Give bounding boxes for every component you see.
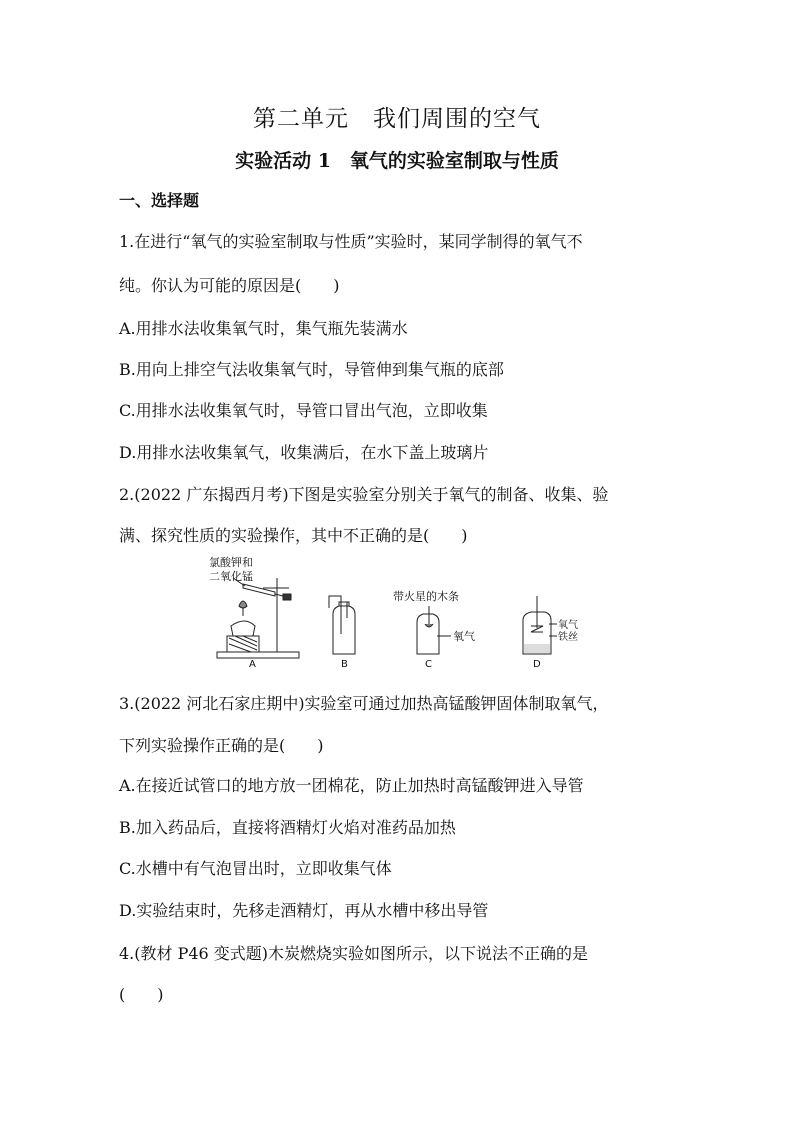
section-heading: 一、选择题 [119,191,200,210]
panel-c-bottle [417,606,451,654]
panel-a-apparatus [217,578,299,658]
question-3-option-a: A.在接近试管口的地方放一团棉花，防止加热时高锰酸钾进入导管 [119,776,584,795]
question-1-line-2: 纯。你认为可能的原因是( ) [119,276,340,295]
question-2-line-2: 满、探究性质的实验操作，其中不正确的是( ) [119,526,468,545]
unit-title: 第二单元 我们周围的空气 [253,106,541,132]
question-1-option-b: B.用向上排空气法收集氧气时，导管伸到集气瓶的底部 [119,360,504,379]
question-1-line-1: 1.在进行“氧气的实验室制取与性质”实验时，某同学制得的氧气不 [119,232,583,251]
activity-title: 实验活动 1 氧气的实验室制取与性质 [235,150,559,172]
label-reagent-2: 二氧化锰 [209,570,253,583]
panel-label-c: C [425,659,432,670]
panel-b-bottle [329,596,355,654]
panel-label-a: A [249,659,256,670]
question-1-option-d: D.用排水法收集氧气，收集满后，在水下盖上玻璃片 [119,443,489,462]
question-2-line-1: 2.(2022 广东揭西月考)下图是实验室分别关于氧气的制备、收集、验 [119,485,609,504]
question-4-line-1: 4.(教材 P46 变式题)木炭燃烧实验如图所示，以下说法不正确的是 [119,944,589,963]
panel-label-b: B [341,659,348,670]
question-3-option-c: C.水槽中有气泡冒出时，立即收集气体 [119,859,392,878]
question-3-line-2: 下列实验操作正确的是( ) [119,736,324,755]
question-1-option-c: C.用排水法收集氧气时，导管口冒出气泡，立即收集 [119,401,488,420]
question-3-line-1: 3.(2022 河北石家庄期中)实验室可通过加热高锰酸钾固体制取氧气， [119,694,609,713]
question-1-option-a: A.用排水法收集氧气时，集气瓶先装满水 [119,319,408,338]
question-3-option-d: D.实验结束时，先移走酒精灯，再从水槽中移出导管 [119,901,489,920]
panel-d-bottle [523,596,557,654]
panel-label-d: D [533,659,541,670]
label-oxygen-d: 氧气 [558,620,578,631]
label-oxygen-c: 氧气 [453,630,475,643]
label-splint: 带火星的木条 [393,590,459,603]
label-reagent-1: 氯酸钾和 [209,556,253,569]
label-iron: 铁丝 [558,632,578,643]
question-3-option-b: B.加入药品后，直接将酒精灯火焰对准药品加热 [119,818,456,837]
apparatus-figure [205,556,578,670]
question-4-line-2: ( ) [119,985,164,1004]
